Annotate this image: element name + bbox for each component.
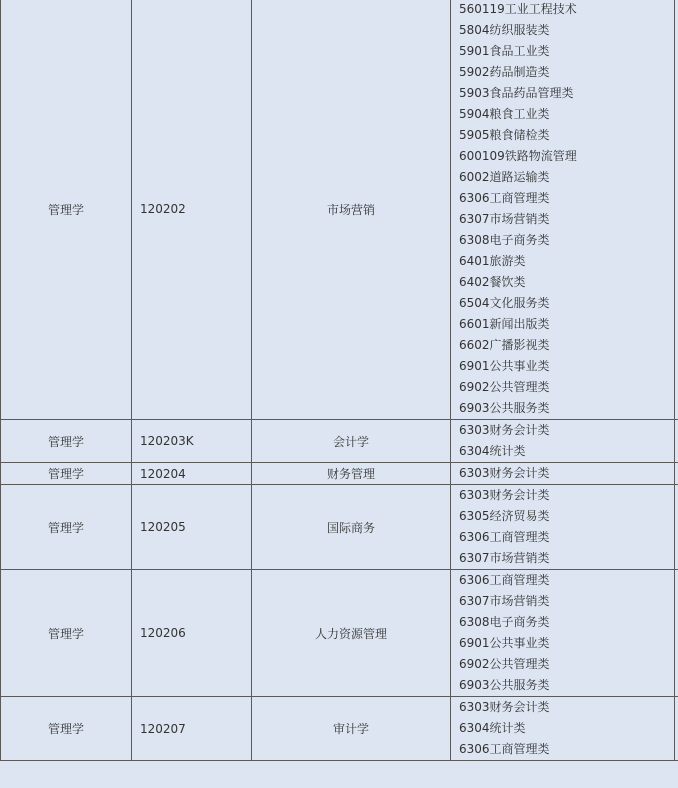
table-body xyxy=(1,0,678,761)
trailing-cell xyxy=(675,463,678,485)
category-item: 6602广播影视类 xyxy=(459,338,550,352)
discipline-cell: 管理学 xyxy=(1,463,132,485)
category-item: 6601新闻出版类 xyxy=(459,317,550,331)
discipline-cell: 管理学 xyxy=(1,570,132,697)
discipline-cell: 管理学 xyxy=(1,697,132,761)
major-code-cell: 120206 xyxy=(132,570,252,697)
table-row xyxy=(1,697,678,761)
category-item: 600109铁路物流管理 xyxy=(459,149,577,163)
category-item: 5904粮食工业类 xyxy=(459,107,550,121)
major-name-cell: 审计学 xyxy=(252,697,451,761)
category-item: 6504文化服务类 xyxy=(459,296,550,310)
category-item: 5903食品药品管理类 xyxy=(459,86,574,100)
category-item: 6901公共事业类 xyxy=(459,359,550,373)
trailing-cell xyxy=(675,485,678,570)
category-item: 6402餐饮类 xyxy=(459,275,526,289)
major-name-cell: 财务管理 xyxy=(252,463,451,485)
category-item: 6902公共管理类 xyxy=(459,657,550,671)
major-code-cell: 120204 xyxy=(132,463,252,485)
major-name-cell: 国际商务 xyxy=(252,485,451,570)
category-item: 6308电子商务类 xyxy=(459,615,550,629)
major-name-cell: 会计学 xyxy=(252,420,451,463)
major-name-cell: 人力资源管理 xyxy=(252,570,451,697)
category-item: 6303财务会计类 xyxy=(459,700,550,714)
discipline-cell: 管理学 xyxy=(1,485,132,570)
vocational-category-cell xyxy=(451,463,675,485)
table-row xyxy=(1,485,678,570)
category-item: 6306工商管理类 xyxy=(459,191,550,205)
table-row xyxy=(1,0,678,420)
category-item: 5804纺织服装类 xyxy=(459,23,550,37)
trailing-cell xyxy=(675,0,678,420)
table-row xyxy=(1,570,678,697)
major-code-cell: 120205 xyxy=(132,485,252,570)
category-item: 6308电子商务类 xyxy=(459,233,550,247)
vocational-category-cell xyxy=(451,570,675,697)
category-item: 5905粮食储检类 xyxy=(459,128,550,142)
category-item: 6307市场营销类 xyxy=(459,212,550,226)
major-code-cell: 120207 xyxy=(132,697,252,761)
category-item: 6303财务会计类 xyxy=(459,488,550,502)
vocational-category-cell xyxy=(451,0,675,420)
trailing-cell xyxy=(675,697,678,761)
category-item: 6401旅游类 xyxy=(459,254,526,268)
category-item: 6902公共管理类 xyxy=(459,380,550,394)
category-item: 6306工商管理类 xyxy=(459,530,550,544)
discipline-cell: 管理学 xyxy=(1,420,132,463)
table-row xyxy=(1,420,678,463)
vocational-category-cell xyxy=(451,485,675,570)
category-item: 6901公共事业类 xyxy=(459,636,550,650)
category-item: 6306工商管理类 xyxy=(459,573,550,587)
category-item: 5902药品制造类 xyxy=(459,65,550,79)
trailing-cell xyxy=(675,420,678,463)
category-item: 6903公共服务类 xyxy=(459,678,550,692)
vocational-category-cell xyxy=(451,697,675,761)
vocational-category-cell xyxy=(451,420,675,463)
major-code-cell: 120202 xyxy=(132,0,252,420)
trailing-cell xyxy=(675,570,678,697)
category-item: 6903公共服务类 xyxy=(459,401,550,415)
category-item: 6305经济贸易类 xyxy=(459,509,550,523)
category-item: 6306工商管理类 xyxy=(459,742,550,756)
category-item: 6303财务会计类 xyxy=(459,466,550,480)
category-item: 560119工业工程技术 xyxy=(459,2,577,16)
category-item: 6304统计类 xyxy=(459,444,526,458)
category-item: 6303财务会计类 xyxy=(459,423,550,437)
discipline-cell: 管理学 xyxy=(1,0,132,420)
category-item: 6307市场营销类 xyxy=(459,551,550,565)
category-item: 5901食品工业类 xyxy=(459,44,550,58)
major-name-cell: 市场营销 xyxy=(252,0,451,420)
category-item: 6307市场营销类 xyxy=(459,594,550,608)
category-item: 6304统计类 xyxy=(459,721,526,735)
major-code-cell: 120203K xyxy=(132,420,252,463)
table-row xyxy=(1,463,678,485)
category-item: 6002道路运输类 xyxy=(459,170,550,184)
